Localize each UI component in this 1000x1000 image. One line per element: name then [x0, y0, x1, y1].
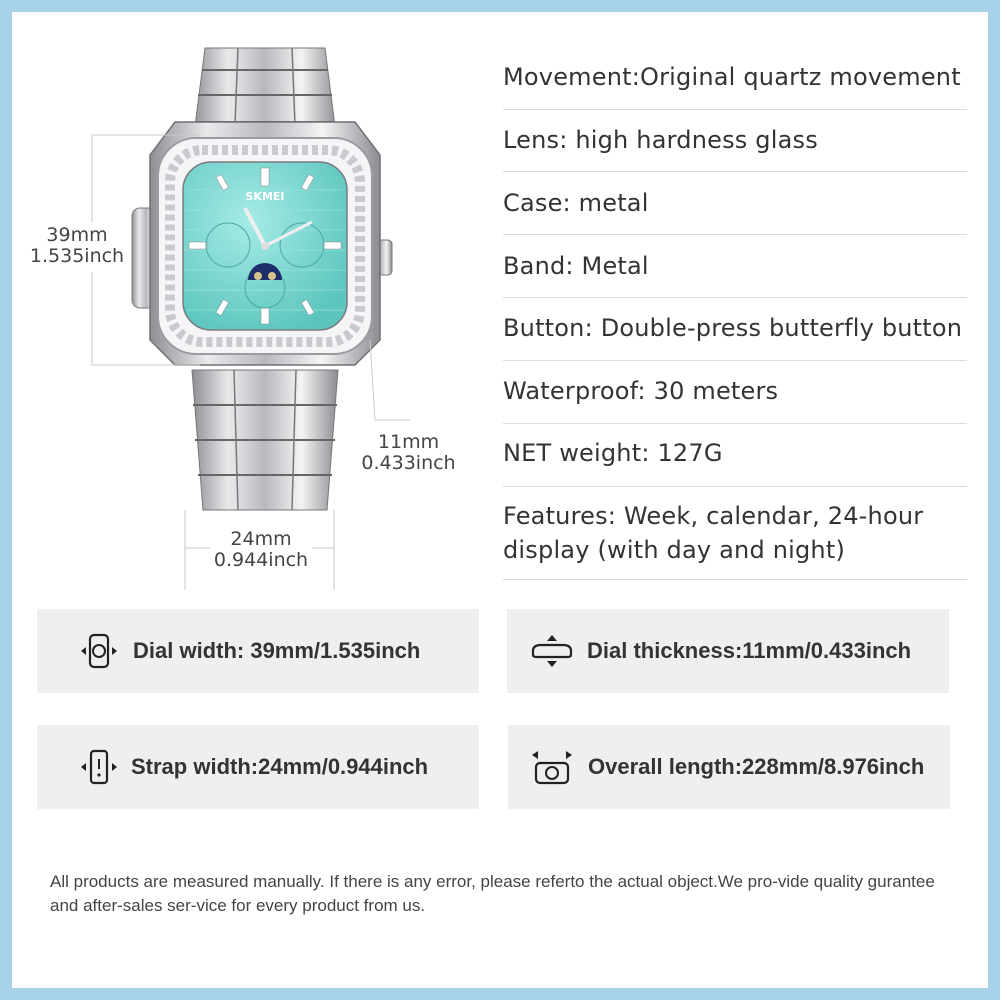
- dial-height-mm: 39mm: [46, 224, 108, 246]
- thickness-inch: 0.433inch: [361, 452, 456, 474]
- divider: [503, 486, 967, 487]
- strap-width-label: [206, 529, 316, 571]
- card-label: Dial thickness:: [587, 638, 743, 663]
- card-dial-thickness: [507, 609, 949, 693]
- spec-case: Case: metal: [503, 189, 649, 217]
- card-overall-length: [508, 725, 950, 809]
- divider: [503, 297, 967, 298]
- thickness-label: [356, 432, 461, 474]
- spec-weight: NET weight: 127G: [503, 439, 723, 467]
- dial-width-icon: [79, 631, 119, 671]
- card-label: Dial width:: [133, 638, 251, 663]
- thickness-mm: 11mm: [377, 431, 440, 453]
- spec-movement: Movement:Original quartz movement: [503, 63, 961, 91]
- strap-mm: 24mm: [230, 528, 292, 550]
- divider: [503, 423, 967, 424]
- disclaimer-note: All products are measured manually. If there is any error, please referto the actual object.We pro-vide quality gurantee and after-sales ser-vice for every product from us.: [50, 872, 935, 915]
- dial-thickness-text: [587, 638, 911, 664]
- dimension-lines: [0, 0, 500, 600]
- brand-logo: SKMEI: [245, 190, 285, 203]
- divider: [503, 234, 967, 235]
- card-strap-width: [37, 725, 479, 809]
- strap-inch: 0.944inch: [213, 549, 309, 571]
- overall-length-text: [588, 754, 924, 780]
- divider: [503, 579, 967, 580]
- divider: [503, 360, 967, 361]
- spec-button: Button: Double-press butterfly button: [503, 314, 963, 342]
- dial-height-inch: 1.535inch: [29, 245, 125, 267]
- divider: [503, 109, 967, 110]
- dial-thickness-icon: [529, 631, 575, 671]
- spec-features-line2: display (with day and night): [503, 536, 846, 564]
- card-value: 39mm/1.535inch: [250, 638, 421, 663]
- spec-waterproof: Waterproof: 30 meters: [503, 377, 779, 405]
- spec-band: Band: Metal: [503, 252, 649, 280]
- card-label: Overall length:: [588, 754, 743, 779]
- overall-length-icon: [528, 747, 576, 787]
- card-dial-width: [37, 609, 479, 693]
- strap-width-icon: [79, 747, 119, 787]
- dial-width-text: [133, 638, 420, 664]
- strap-width-text: [131, 754, 428, 780]
- card-value: 24mm/0.944inch: [258, 754, 429, 779]
- spec-lens: Lens: high hardness glass: [503, 126, 818, 154]
- card-value: 11mm/0.433inch: [742, 638, 912, 663]
- card-label: Strap width:: [131, 754, 259, 779]
- dial-height-label: [22, 225, 132, 267]
- spec-features-line1: Features: Week, calendar, 24-hour: [503, 502, 924, 530]
- card-value: 228mm/8.976inch: [742, 754, 925, 779]
- divider: [503, 171, 967, 172]
